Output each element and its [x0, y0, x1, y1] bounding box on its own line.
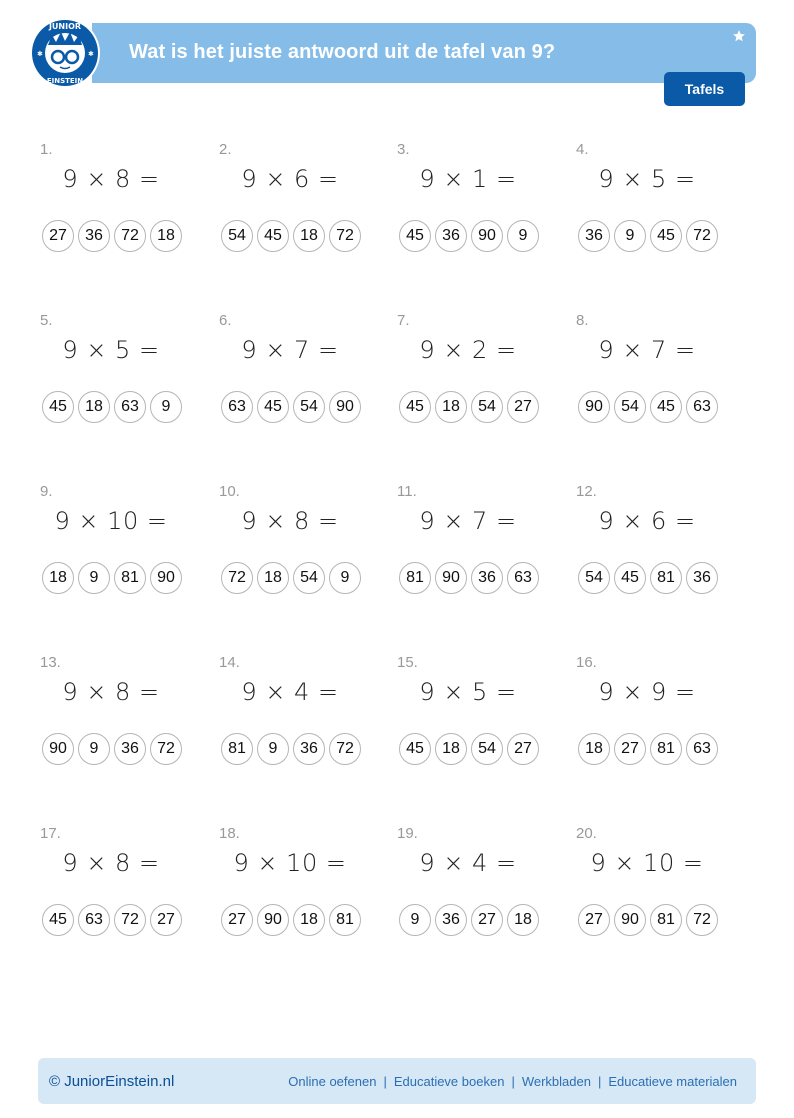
exercise-question: 9 × 5 =: [62, 336, 160, 364]
answer-option[interactable]: 63: [78, 904, 110, 936]
answer-option[interactable]: 90: [578, 391, 610, 423]
answer-options: [42, 391, 182, 423]
answer-options: [42, 733, 182, 765]
answer-options: [221, 562, 361, 594]
answer-option[interactable]: 63: [686, 733, 718, 765]
answer-options: [399, 904, 539, 936]
answer-option[interactable]: 81: [650, 904, 682, 936]
answer-option[interactable]: 18: [293, 220, 325, 252]
answer-options: [578, 220, 718, 252]
footer-links: [288, 1074, 737, 1089]
answer-option[interactable]: 18: [78, 391, 110, 423]
answer-option[interactable]: 18: [293, 904, 325, 936]
answer-option[interactable]: 72: [221, 562, 253, 594]
answer-options: [578, 904, 718, 936]
exercise-number: 10.: [219, 483, 240, 500]
exercise-question: 9 × 10 =: [233, 849, 347, 877]
answer-options: [399, 391, 539, 423]
answer-option[interactable]: 63: [507, 562, 539, 594]
tafels-tag-button[interactable]: Tafels: [664, 72, 745, 106]
answer-option[interactable]: 27: [150, 904, 182, 936]
exercise-15: [397, 654, 575, 814]
answer-options: [221, 733, 361, 765]
exercise-question: 9 × 7 =: [241, 336, 339, 364]
answer-option[interactable]: 9: [614, 220, 646, 252]
answer-options: [221, 904, 361, 936]
exercise-question: 9 × 10 =: [590, 849, 704, 877]
exercise-18: [219, 825, 397, 985]
answer-option[interactable]: 36: [78, 220, 110, 252]
answer-options: [399, 733, 539, 765]
exercise-20: [576, 825, 754, 985]
answer-option[interactable]: 27: [221, 904, 253, 936]
exercise-13: [40, 654, 218, 814]
answer-options: [399, 220, 539, 252]
footer-separator: |: [383, 1074, 387, 1089]
exercise-number: 5.: [40, 312, 53, 329]
exercise-number: 12.: [576, 483, 597, 500]
answer-option[interactable]: 81: [399, 562, 431, 594]
answer-option[interactable]: 90: [471, 220, 503, 252]
exercise-question: 9 × 5 =: [598, 165, 696, 193]
answer-option[interactable]: 9: [329, 562, 361, 594]
exercise-number: 13.: [40, 654, 61, 671]
answer-option[interactable]: 45: [650, 391, 682, 423]
answer-option[interactable]: 45: [257, 220, 289, 252]
answer-option[interactable]: 81: [650, 733, 682, 765]
exercise-8: [576, 312, 754, 472]
exercise-7: [397, 312, 575, 472]
exercise-question: 9 × 10 =: [54, 507, 168, 535]
answer-option[interactable]: 90: [257, 904, 289, 936]
exercise-1: [40, 141, 218, 301]
answer-option[interactable]: 54: [614, 391, 646, 423]
exercise-question: 9 × 4 =: [241, 678, 339, 706]
answer-options: [42, 220, 182, 252]
answer-option[interactable]: 36: [293, 733, 325, 765]
answer-option[interactable]: 90: [435, 562, 467, 594]
answer-option[interactable]: 54: [471, 391, 503, 423]
answer-option[interactable]: 90: [42, 733, 74, 765]
answer-option[interactable]: 36: [578, 220, 610, 252]
answer-option[interactable]: 72: [114, 904, 146, 936]
answer-option[interactable]: 90: [150, 562, 182, 594]
answer-option[interactable]: 36: [435, 904, 467, 936]
exercise-question: 9 × 6 =: [598, 507, 696, 535]
answer-option[interactable]: 27: [507, 733, 539, 765]
exercise-number: 19.: [397, 825, 418, 842]
answer-option[interactable]: 72: [114, 220, 146, 252]
exercise-question: 9 × 4 =: [419, 849, 517, 877]
answer-option[interactable]: 45: [42, 904, 74, 936]
answer-option[interactable]: 9: [78, 562, 110, 594]
exercise-number: 3.: [397, 141, 410, 158]
answer-option[interactable]: 18: [507, 904, 539, 936]
exercise-5: [40, 312, 218, 472]
exercise-number: 16.: [576, 654, 597, 671]
exercise-number: 20.: [576, 825, 597, 842]
exercise-question: 9 × 9 =: [598, 678, 696, 706]
footer: [38, 1058, 756, 1104]
answer-option[interactable]: 36: [435, 220, 467, 252]
exercise-question: 9 × 8 =: [241, 507, 339, 535]
answer-option[interactable]: 27: [507, 391, 539, 423]
footer-separator: |: [511, 1074, 515, 1089]
answer-option[interactable]: 9: [507, 220, 539, 252]
exercise-question: 9 × 7 =: [419, 507, 517, 535]
exercise-question: 9 × 2 =: [419, 336, 517, 364]
exercise-17: [40, 825, 218, 985]
exercise-number: 1.: [40, 141, 53, 158]
exercise-number: 18.: [219, 825, 240, 842]
exercise-number: 4.: [576, 141, 589, 158]
answer-option[interactable]: 54: [578, 562, 610, 594]
answer-option[interactable]: 45: [614, 562, 646, 594]
svg-text:✱: ✱: [37, 50, 43, 58]
footer-link-online-oefenen[interactable]: Online oefenen: [288, 1074, 377, 1089]
footer-link-werkbladen[interactable]: Werkbladen: [521, 1074, 591, 1089]
exercise-16: [576, 654, 754, 814]
svg-text:✱: ✱: [88, 50, 94, 58]
exercise-10: [219, 483, 397, 643]
footer-separator: |: [597, 1074, 602, 1089]
answer-option[interactable]: 45: [257, 391, 289, 423]
answer-option[interactable]: 90: [329, 391, 361, 423]
answer-option[interactable]: 45: [650, 220, 682, 252]
exercise-number: 6.: [219, 312, 232, 329]
answer-option[interactable]: 9: [78, 733, 110, 765]
exercise-11: [397, 483, 575, 643]
exercise-4: [576, 141, 754, 301]
answer-option[interactable]: 81: [221, 733, 253, 765]
answer-option[interactable]: 81: [329, 904, 361, 936]
answer-option[interactable]: 18: [578, 733, 610, 765]
exercise-number: 8.: [576, 312, 589, 329]
answer-option[interactable]: 63: [114, 391, 146, 423]
answer-options: [578, 391, 718, 423]
footer-link-educatieve-materialen[interactable]: Educatieve materialen: [608, 1074, 737, 1089]
answer-option[interactable]: 27: [42, 220, 74, 252]
answer-options: [42, 904, 182, 936]
exercise-3: [397, 141, 575, 301]
answer-option[interactable]: 36: [471, 562, 503, 594]
answer-option[interactable]: 54: [471, 733, 503, 765]
answer-options: [221, 391, 361, 423]
answer-option[interactable]: 27: [578, 904, 610, 936]
exercise-19: [397, 825, 575, 985]
answer-option[interactable]: 18: [150, 220, 182, 252]
answer-option[interactable]: 72: [329, 220, 361, 252]
exercise-number: 2.: [219, 141, 232, 158]
answer-option[interactable]: 72: [150, 733, 182, 765]
answer-option[interactable]: 9: [257, 733, 289, 765]
footer-link-educatieve-boeken[interactable]: Educatieve boeken: [393, 1074, 505, 1089]
answer-option[interactable]: 45: [399, 733, 431, 765]
exercise-14: [219, 654, 397, 814]
answer-option[interactable]: 72: [686, 904, 718, 936]
answer-option[interactable]: 36: [686, 562, 718, 594]
exercise-number: 15.: [397, 654, 418, 671]
answer-option[interactable]: 63: [221, 391, 253, 423]
exercise-2: [219, 141, 397, 301]
answer-option[interactable]: 45: [42, 391, 74, 423]
exercise-question: 9 × 6 =: [241, 165, 339, 193]
answer-option[interactable]: 81: [650, 562, 682, 594]
svg-text:EINSTEIN: EINSTEIN: [46, 77, 84, 85]
answer-option[interactable]: 9: [150, 391, 182, 423]
answer-option[interactable]: 45: [399, 220, 431, 252]
answer-option[interactable]: 45: [399, 391, 431, 423]
answer-option[interactable]: 27: [614, 733, 646, 765]
answer-options: [221, 220, 361, 252]
exercise-number: 7.: [397, 312, 410, 329]
answer-option[interactable]: 9: [399, 904, 431, 936]
page-title: Wat is het juiste antwoord uit de tafel van 9?: [129, 41, 556, 63]
answer-option[interactable]: 18: [257, 562, 289, 594]
answer-option[interactable]: 54: [293, 391, 325, 423]
answer-option[interactable]: 36: [114, 733, 146, 765]
answer-option[interactable]: 81: [114, 562, 146, 594]
exercise-6: [219, 312, 397, 472]
answer-option[interactable]: 54: [221, 220, 253, 252]
answer-option[interactable]: 27: [471, 904, 503, 936]
exercise-number: 14.: [219, 654, 240, 671]
svg-text:JUNIOR: JUNIOR: [48, 22, 82, 31]
exercise-question: 9 × 7 =: [598, 336, 696, 364]
answer-options: [42, 562, 182, 594]
exercise-question: 9 × 8 =: [62, 165, 160, 193]
exercise-question: 9 × 8 =: [62, 849, 160, 877]
answer-option[interactable]: 72: [329, 733, 361, 765]
copyright-link[interactable]: © JuniorEinstein.nl: [49, 1073, 175, 1090]
answer-options: [578, 733, 718, 765]
answer-option[interactable]: 54: [293, 562, 325, 594]
exercise-question: 9 × 1 =: [419, 165, 517, 193]
exercise-number: 17.: [40, 825, 61, 842]
exercise-12: [576, 483, 754, 643]
answer-option[interactable]: 18: [435, 733, 467, 765]
answer-option[interactable]: 72: [686, 220, 718, 252]
exercise-number: 11.: [397, 483, 417, 500]
exercise-number: 9.: [40, 483, 53, 500]
answer-options: [578, 562, 718, 594]
answer-option[interactable]: 90: [614, 904, 646, 936]
answer-option[interactable]: 18: [42, 562, 74, 594]
answer-option[interactable]: 63: [686, 391, 718, 423]
exercise-question: 9 × 8 =: [62, 678, 160, 706]
answer-option[interactable]: 18: [435, 391, 467, 423]
exercise-question: 9 × 5 =: [419, 678, 517, 706]
answer-options: [399, 562, 539, 594]
exercise-9: [40, 483, 218, 643]
